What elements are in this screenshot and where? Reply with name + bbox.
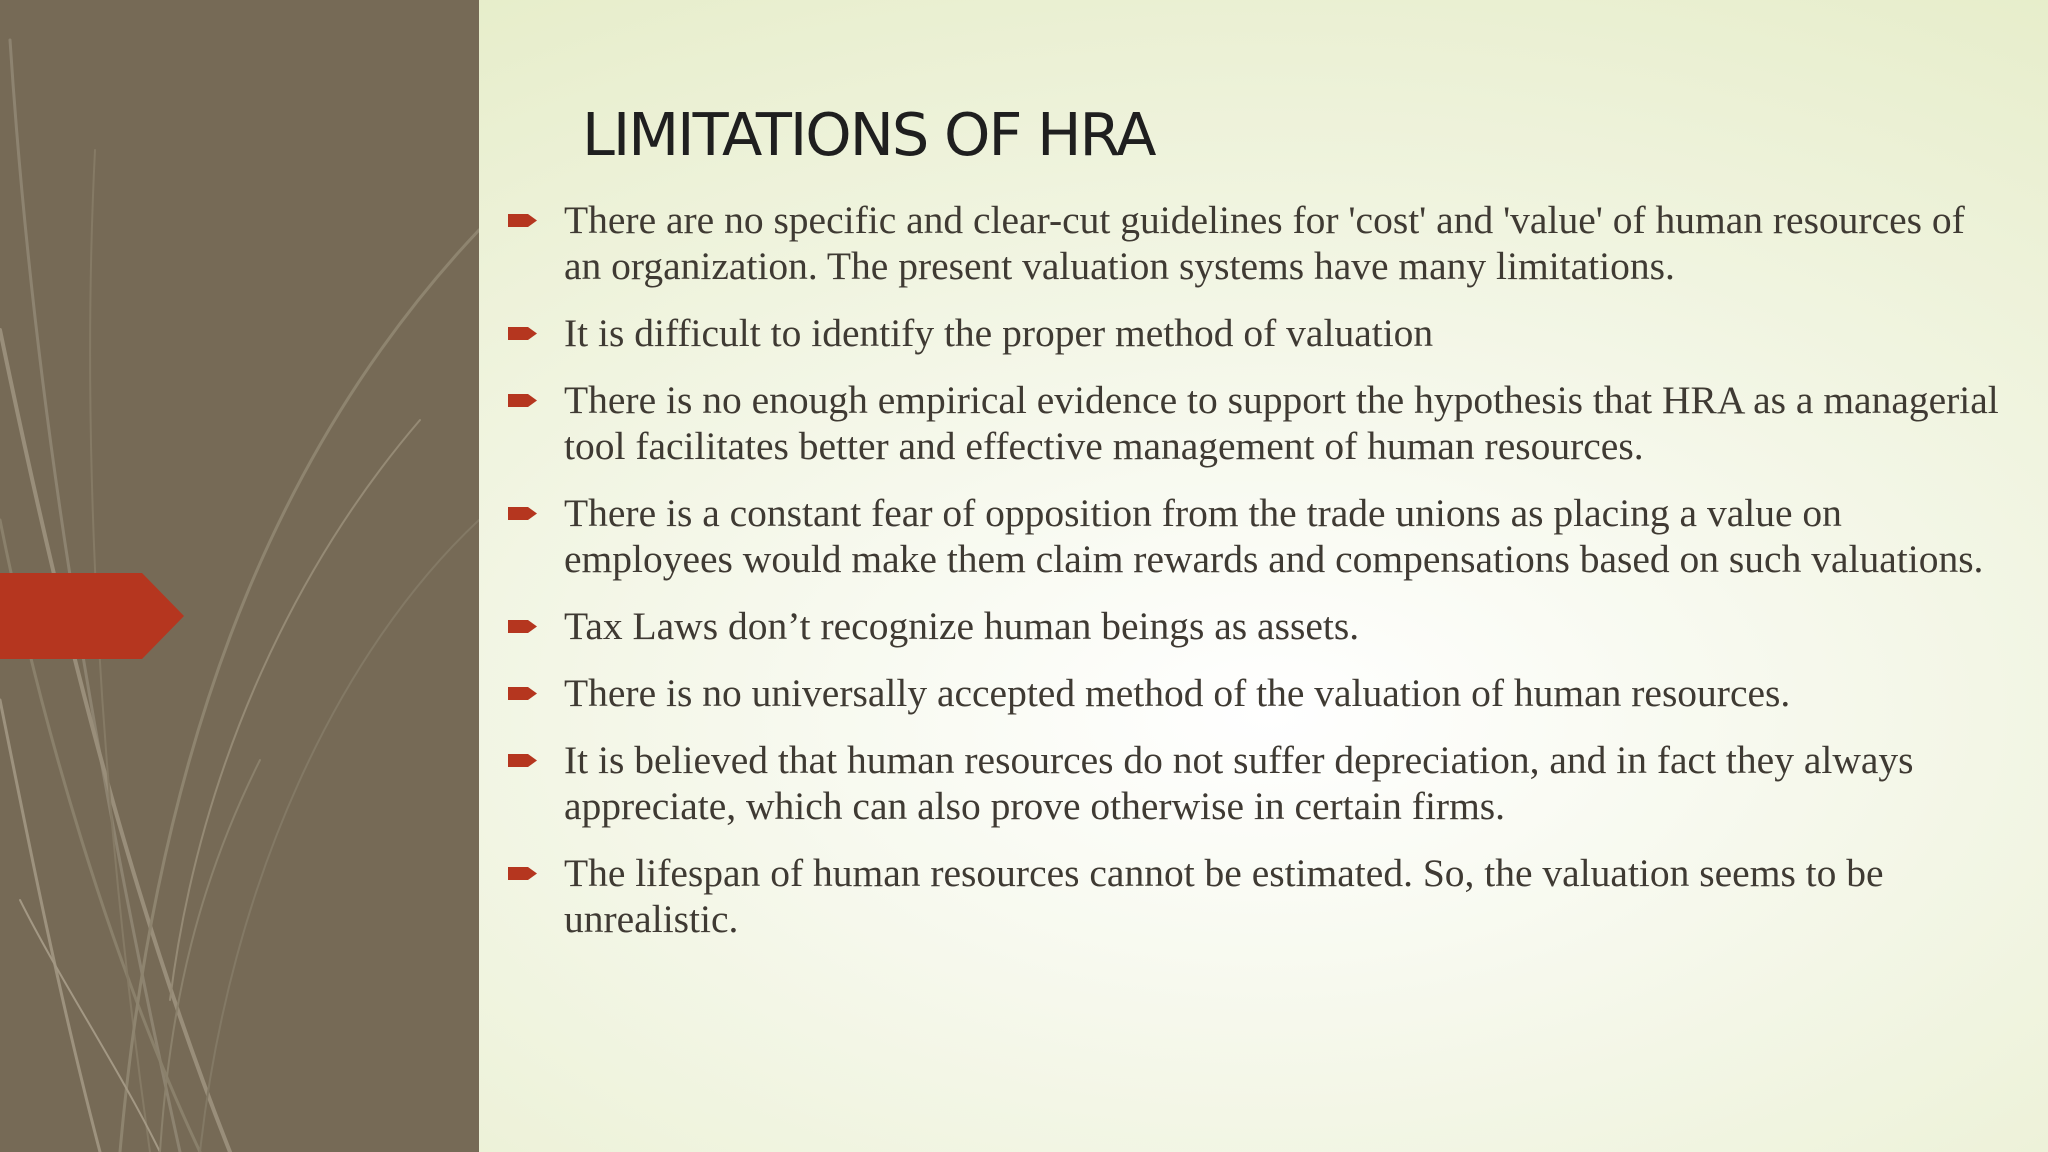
bullet-text: There is no universally accepted method of the valuation of human resources. (564, 671, 1791, 715)
bullet-item (505, 603, 2005, 649)
bullet-item (505, 850, 2005, 942)
arrow-bullet-icon (508, 505, 538, 522)
bullet-item (505, 737, 2005, 829)
arrow-bullet-icon (508, 618, 538, 635)
bullet-item (505, 490, 2005, 582)
bullet-text: There are no specific and clear-cut guidelines for 'cost' and 'value' of human resources of an organization. The present valuation systems have many limitations. (564, 198, 1965, 288)
bullet-item (505, 377, 2005, 469)
slide-title: LIMITATIONS OF HRA (582, 100, 1155, 169)
arrow-bullet-icon (508, 685, 538, 702)
arrow-bullet-icon (508, 392, 538, 409)
bullet-text: It is difficult to identify the proper method of valuation (564, 311, 1434, 355)
arrow-bullet-icon (508, 212, 538, 229)
bullet-text: Tax Laws don’t recognize human beings as assets. (564, 604, 1360, 648)
bullet-list (505, 197, 2005, 963)
bullet-text: It is believed that human resources do not suffer depreciation, and in fact they always appreciate, which can also prove otherwise in certain firms. (564, 738, 1914, 828)
arrow-bullet-icon (508, 325, 538, 342)
arrow-bullet-icon (508, 865, 538, 882)
bullet-text: There is no enough empirical evidence to support the hypothesis that HRA as a managerial tool facilitates better and effective management of human resources. (564, 378, 1999, 468)
bullet-text: There is a constant fear of opposition from the trade unions as placing a value on employees would make them claim rewards and compensations based on such valuations. (564, 491, 1984, 581)
arrow-bullet-icon (508, 752, 538, 769)
bullet-text: The lifespan of human resources cannot be estimated. So, the valuation seems to be unrealistic. (564, 851, 1884, 941)
red-arrow-marker (0, 573, 184, 659)
bullet-item (505, 670, 2005, 716)
bullet-item (505, 310, 2005, 356)
bullet-item (505, 197, 2005, 289)
